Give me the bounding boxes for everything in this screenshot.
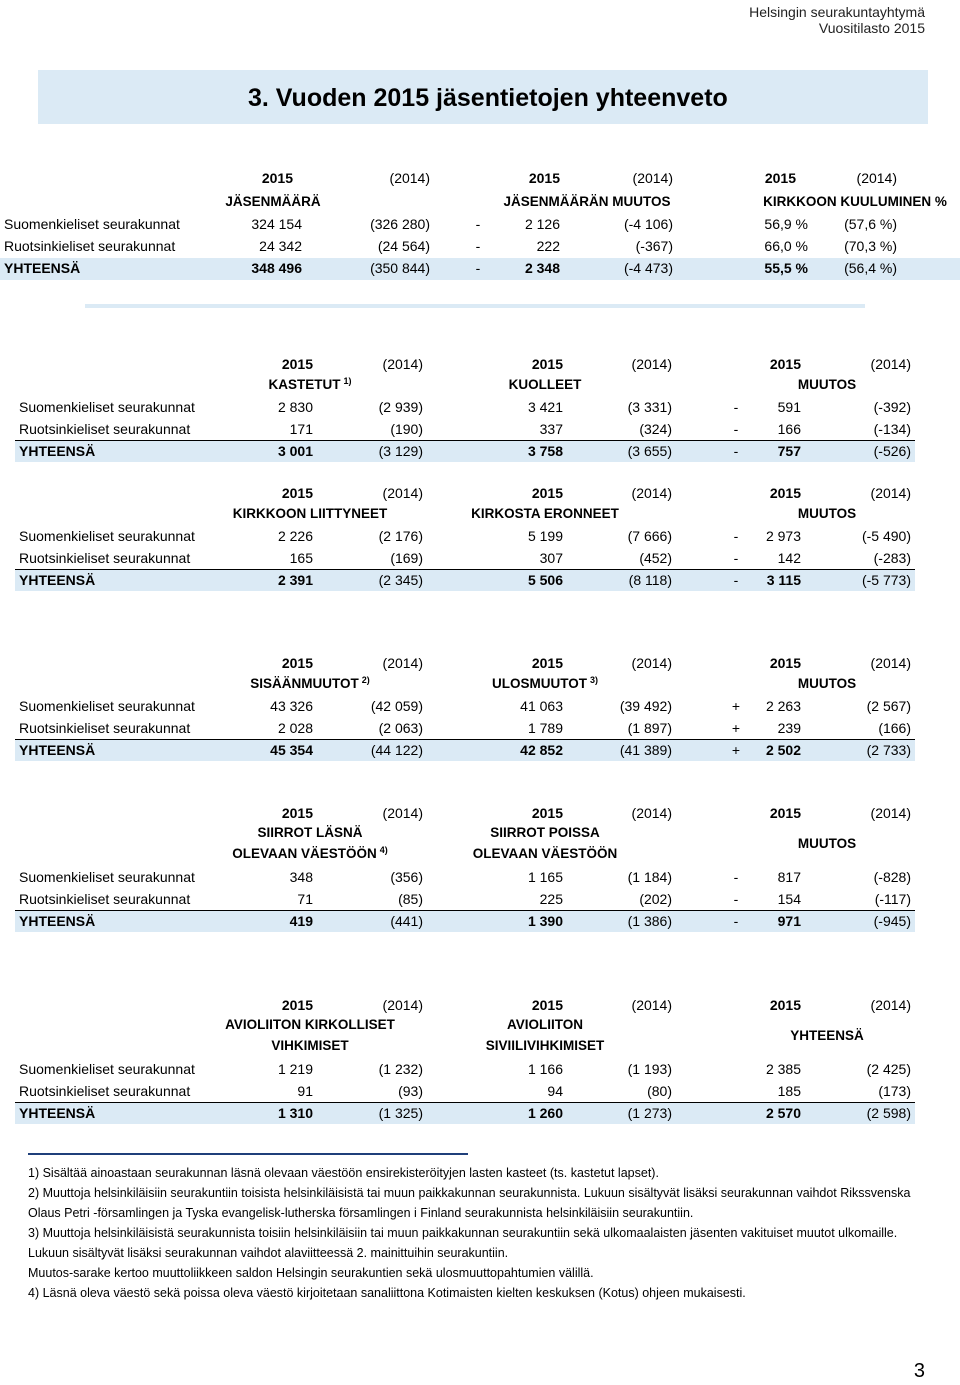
table-cell: 324 154 bbox=[251, 216, 302, 232]
year-header: (2014) bbox=[631, 485, 672, 501]
table-cell: - bbox=[733, 891, 739, 907]
year-header: (2014) bbox=[382, 655, 423, 671]
page-title: 3. Vuoden 2015 jäsentietojen yhteenveto bbox=[248, 84, 728, 112]
total-row-top-line bbox=[15, 440, 915, 441]
table-cell: 1 310 bbox=[277, 1105, 313, 1121]
table-cell: 971 bbox=[777, 913, 801, 929]
group-label: MUUTOS bbox=[797, 676, 857, 691]
table-cell: (326 280) bbox=[370, 216, 430, 232]
year-header: 2015 bbox=[281, 997, 313, 1013]
year-header: 2015 bbox=[531, 805, 563, 821]
year-header: 2015 bbox=[531, 997, 563, 1013]
table-cell: (2 345) bbox=[378, 572, 423, 588]
year-header: (2014) bbox=[870, 655, 911, 671]
table-cell: (173) bbox=[878, 1083, 911, 1099]
table-cell: 1 260 bbox=[527, 1105, 563, 1121]
year-header: (2014) bbox=[870, 485, 911, 501]
table-cell: 154 bbox=[777, 891, 801, 907]
table-cell: 307 bbox=[539, 550, 563, 566]
footnote-3b: Muutos-sarake kertoo muuttoliikkeen saldon Helsingin seurakuntien sekä ulosmuuttopahtumien välillä. bbox=[28, 1266, 594, 1280]
year-header: (2014) bbox=[856, 170, 897, 186]
table-cell: 419 bbox=[289, 913, 313, 929]
table-cell: (1 386) bbox=[627, 913, 672, 929]
year-header: 2015 bbox=[531, 655, 563, 671]
table-cell: (-283) bbox=[873, 550, 911, 566]
year-header: (2014) bbox=[631, 655, 672, 671]
group-header bbox=[395, 506, 695, 521]
table-cell: 94 bbox=[547, 1083, 563, 1099]
row-label: Ruotsinkieliset seurakunnat bbox=[19, 720, 191, 736]
table-cell: 43 326 bbox=[270, 698, 313, 714]
year-header: 2015 bbox=[528, 170, 560, 186]
row-label: Suomenkieliset seurakunnat bbox=[4, 216, 180, 232]
group-header-line1: AVIOLIITON bbox=[506, 1017, 583, 1032]
table-cell: 1 789 bbox=[527, 720, 563, 736]
group-label: KIRKOSTA ERONNEET bbox=[471, 506, 619, 521]
year-header: (2014) bbox=[382, 356, 423, 372]
year-header: 2015 bbox=[281, 805, 313, 821]
footnote-1: 1) Sisältää ainoastaan seurakunnan läsnä olevaan väestöön ensirekisteröityjen lasten kasteet (ts. kastetut lapset). bbox=[28, 1166, 659, 1180]
table-cell: (2 598) bbox=[866, 1105, 911, 1121]
table-cell: 757 bbox=[777, 443, 801, 459]
table-cell: 3 421 bbox=[527, 399, 563, 415]
year-header: (2014) bbox=[382, 485, 423, 501]
group-header bbox=[677, 377, 960, 392]
row-label: YHTEENSÄ bbox=[4, 260, 81, 276]
table-cell: (70,3 %) bbox=[844, 238, 897, 254]
table-cell: 1 166 bbox=[527, 1061, 563, 1077]
year-header: (2014) bbox=[631, 356, 672, 372]
table-cell: (93) bbox=[398, 1083, 423, 1099]
table-cell: (350 844) bbox=[370, 260, 430, 276]
table-cell: 348 496 bbox=[251, 260, 302, 276]
group-label: KASTETUT bbox=[268, 377, 341, 392]
table-cell: 2 973 bbox=[765, 528, 801, 544]
table-cell: (57,6 %) bbox=[844, 216, 897, 232]
year-header: (2014) bbox=[870, 805, 911, 821]
group-label: MUUTOS bbox=[797, 377, 857, 392]
table-cell: 3 001 bbox=[277, 443, 313, 459]
total-row-top-line bbox=[15, 739, 915, 740]
group-header-line1: SIIRROT LÄSNÄ bbox=[257, 825, 363, 840]
year-header: 2015 bbox=[531, 356, 563, 372]
group-label: ULOSMUUTOT bbox=[491, 676, 587, 691]
table-cell: 239 bbox=[777, 720, 801, 736]
table-cell: (1 273) bbox=[627, 1105, 672, 1121]
group-label: OLEVAAN VÄESTÖÖN bbox=[232, 846, 377, 861]
table-cell: (42 059) bbox=[370, 698, 423, 714]
row-label: Ruotsinkieliset seurakunnat bbox=[19, 891, 191, 907]
year-header: 2015 bbox=[769, 356, 801, 372]
group-label: KUOLLEET bbox=[508, 377, 582, 392]
year-header: (2014) bbox=[382, 997, 423, 1013]
table-cell: - bbox=[733, 443, 739, 459]
table-cell: 24 342 bbox=[259, 238, 302, 254]
group-label: MUUTOS bbox=[797, 506, 857, 521]
page-number: 3 bbox=[913, 1360, 925, 1382]
table-cell: (41 389) bbox=[619, 742, 672, 758]
table-cell: (-117) bbox=[874, 891, 911, 907]
year-header: (2014) bbox=[382, 805, 423, 821]
table-cell: - bbox=[733, 550, 739, 566]
table-cell: (-5 773) bbox=[861, 572, 911, 588]
year-header: 2015 bbox=[261, 170, 293, 186]
table-cell: (190) bbox=[390, 421, 423, 437]
table-cell: 41 063 bbox=[520, 698, 563, 714]
table-cell: 1 165 bbox=[527, 869, 563, 885]
group-label: SISÄÄNMUUTOT bbox=[250, 676, 359, 691]
row-label: Suomenkieliset seurakunnat bbox=[19, 869, 195, 885]
header-org: Helsingin seurakuntayhtymä bbox=[749, 4, 925, 20]
group-header: JÄSENMÄÄRÄN MUUTOS bbox=[503, 194, 671, 209]
table-cell: (202) bbox=[639, 891, 672, 907]
row-label: YHTEENSÄ bbox=[19, 1105, 96, 1121]
group-header-line1: SIIRROT POISSA bbox=[490, 825, 600, 840]
row-label: Ruotsinkieliset seurakunnat bbox=[4, 238, 176, 254]
table-cell: (7 666) bbox=[627, 528, 672, 544]
table-cell: 142 bbox=[777, 550, 801, 566]
year-header: 2015 bbox=[769, 805, 801, 821]
footnote-ref: 1) bbox=[343, 376, 352, 386]
table-cell: (166) bbox=[878, 720, 911, 736]
footnote-separator bbox=[28, 1153, 468, 1155]
table-cell: (3 655) bbox=[627, 443, 672, 459]
table-cell: 3 115 bbox=[766, 572, 801, 588]
table-cell: (-392) bbox=[873, 399, 911, 415]
table-cell: (-134) bbox=[873, 421, 911, 437]
row-label: Ruotsinkieliset seurakunnat bbox=[19, 550, 191, 566]
table-cell: + bbox=[731, 720, 741, 736]
table-cell: (1 193) bbox=[627, 1061, 672, 1077]
table-cell: 2 391 bbox=[277, 572, 313, 588]
row-label: Ruotsinkieliset seurakunnat bbox=[19, 1083, 191, 1099]
year-header: 2015 bbox=[769, 485, 801, 501]
table-cell: 337 bbox=[539, 421, 563, 437]
row-label: YHTEENSÄ bbox=[19, 913, 96, 929]
table-cell: (1 184) bbox=[627, 869, 672, 885]
year-header: 2015 bbox=[769, 997, 801, 1013]
table-cell: 222 bbox=[536, 238, 560, 254]
table-cell: (-945) bbox=[873, 913, 911, 929]
table-cell: 591 bbox=[777, 399, 801, 415]
group-header: JÄSENMÄÄRÄ bbox=[225, 194, 321, 209]
table-cell: - bbox=[733, 869, 739, 885]
row-label: YHTEENSÄ bbox=[19, 572, 96, 588]
year-header: 2015 bbox=[281, 655, 313, 671]
year-header: (2014) bbox=[631, 805, 672, 821]
table-cell: (1 325) bbox=[378, 1105, 423, 1121]
group-label: OLEVAAN VÄESTÖÖN bbox=[472, 846, 618, 861]
table-cell: 2 348 bbox=[524, 260, 560, 276]
group-label: SIVIILIVIHKIMISET bbox=[485, 1038, 605, 1053]
table-cell: - bbox=[733, 528, 739, 544]
table-cell: (3 129) bbox=[378, 443, 423, 459]
table-cell: (1 897) bbox=[627, 720, 672, 736]
year-header: (2014) bbox=[389, 170, 430, 186]
table-cell: (-4 473) bbox=[623, 260, 673, 276]
table-cell: 225 bbox=[539, 891, 563, 907]
group-header bbox=[395, 377, 695, 392]
total-row-top-line bbox=[15, 910, 915, 911]
table-cell: 2 570 bbox=[765, 1105, 801, 1121]
row-label: YHTEENSÄ bbox=[19, 443, 96, 459]
total-row-top-line bbox=[15, 1102, 915, 1103]
row-label: YHTEENSÄ bbox=[19, 742, 96, 758]
table-cell: 2 502 bbox=[765, 742, 801, 758]
table-cell: - bbox=[733, 399, 739, 415]
table-cell: (169) bbox=[390, 550, 423, 566]
table-cell: 2 126 bbox=[524, 216, 560, 232]
group-header-line1: AVIOLIITON KIRKOLLISET bbox=[225, 1017, 395, 1032]
year-header: (2014) bbox=[870, 997, 911, 1013]
table-cell: (80) bbox=[647, 1083, 672, 1099]
table-cell: (2 425) bbox=[866, 1061, 911, 1077]
table-cell: 185 bbox=[777, 1083, 801, 1099]
header-doc: Vuositilasto 2015 bbox=[818, 20, 925, 36]
table-cell: 2 385 bbox=[765, 1061, 801, 1077]
group-header bbox=[395, 676, 695, 691]
group-header bbox=[677, 506, 960, 521]
table-cell: (2 733) bbox=[866, 742, 911, 758]
footnote-4: 4) Läsnä oleva väestö sekä poissa oleva väestö kirjoitetaan sanaliittona Kotimaisten kielten keskuksen (Kotus) ohjeen mukaisesti. bbox=[28, 1286, 746, 1300]
table-cell: 56,9 % bbox=[764, 216, 808, 232]
table-cell: 348 bbox=[289, 869, 313, 885]
table-cell: 166 bbox=[777, 421, 801, 437]
table-cell: (85) bbox=[398, 891, 423, 907]
table-cell: (56,4 %) bbox=[844, 260, 897, 276]
table-cell: 2 028 bbox=[277, 720, 313, 736]
table-cell: - bbox=[475, 238, 481, 254]
row-label: Suomenkieliset seurakunnat bbox=[19, 528, 195, 544]
table-cell: 2 830 bbox=[277, 399, 313, 415]
group-header: YHTEENSÄ bbox=[790, 1028, 864, 1043]
table-cell: 42 852 bbox=[520, 742, 563, 758]
table-cell: - bbox=[475, 216, 481, 232]
table-cell: - bbox=[733, 421, 739, 437]
year-header: 2015 bbox=[531, 485, 563, 501]
table-cell: (2 176) bbox=[378, 528, 423, 544]
group-label: VIHKIMISET bbox=[271, 1038, 349, 1053]
table-cell: 171 bbox=[289, 421, 313, 437]
year-header: 2015 bbox=[764, 170, 796, 186]
running-header bbox=[749, 4, 925, 36]
table-cell: + bbox=[731, 742, 741, 758]
table-cell: 71 bbox=[297, 891, 313, 907]
table-cell: - bbox=[733, 913, 739, 929]
table-cell: (452) bbox=[639, 550, 672, 566]
group-header: KIRKKOON KUULUMINEN % bbox=[763, 194, 947, 209]
year-header: 2015 bbox=[281, 485, 313, 501]
year-header: (2014) bbox=[632, 170, 673, 186]
row-label: Ruotsinkieliset seurakunnat bbox=[19, 421, 191, 437]
group-header bbox=[677, 676, 960, 691]
table-cell: 165 bbox=[289, 550, 313, 566]
group-label: KIRKKOON LIITTYNEET bbox=[232, 506, 388, 521]
table-cell: - bbox=[475, 260, 481, 276]
table-cell: (24 564) bbox=[377, 238, 430, 254]
group-header-line2 bbox=[395, 846, 695, 861]
table-cell: (-4 106) bbox=[623, 216, 673, 232]
year-header: (2014) bbox=[870, 356, 911, 372]
table-cell: (2 063) bbox=[378, 720, 423, 736]
table-cell: (-5 490) bbox=[861, 528, 911, 544]
table-cell: (-526) bbox=[873, 443, 911, 459]
table-cell: 45 354 bbox=[270, 742, 313, 758]
group-header: MUUTOS bbox=[797, 836, 857, 851]
table-cell: (1 232) bbox=[378, 1061, 423, 1077]
table-cell: 817 bbox=[777, 869, 801, 885]
group-header-line2 bbox=[395, 1038, 695, 1053]
table-cell: (3 331) bbox=[627, 399, 672, 415]
table-cell: 3 758 bbox=[527, 443, 563, 459]
table-cell: (8 118) bbox=[628, 572, 672, 588]
table-cell: (441) bbox=[390, 913, 423, 929]
row-label: Suomenkieliset seurakunnat bbox=[19, 1061, 195, 1077]
footnote-ref: 2) bbox=[361, 675, 370, 685]
table-cell: 5 199 bbox=[527, 528, 563, 544]
footnote-2: 2) Muuttoja helsinkiläisiin seurakuntiin toisista helsinkiläisistä tai muun paikkakunnan seurakunnista. Lukuun sisältyvät lisäksi seurakunnan vaihdot Rikssvenska Olaus Petri -församlingen ja Tyska evangelisk-lutherska församlingen i Finland seurakunnista helsinkiläisiin seurakuntiin. bbox=[28, 1186, 911, 1220]
table-cell: (356) bbox=[390, 869, 423, 885]
year-header: 2015 bbox=[281, 356, 313, 372]
footnote-3: 3) Muuttoja helsinkiläisistä seurakunnista toisiin helsinkiläisiin tai muun paikkakunnan seurakuntiin sekä ulkomaalaisten jäsenten vakituiset muutot ulkomaille. Lukuun sisältyvät lisäksi seurakunnan vaihdot alaviitteessä 2. mainittuihin seurakuntiin. bbox=[28, 1226, 898, 1260]
table-cell: 55,5 % bbox=[764, 260, 808, 276]
year-header: 2015 bbox=[769, 655, 801, 671]
table-cell: 1 219 bbox=[277, 1061, 313, 1077]
table-cell: (324) bbox=[639, 421, 672, 437]
footnotes bbox=[28, 1163, 928, 1303]
total-row-top-line bbox=[15, 569, 915, 570]
table-cell: 91 bbox=[297, 1083, 313, 1099]
table-cell: (-828) bbox=[873, 869, 911, 885]
table-cell: (-367) bbox=[635, 238, 673, 254]
table-cell: (2 567) bbox=[866, 698, 911, 714]
row-label: Suomenkieliset seurakunnat bbox=[19, 399, 195, 415]
table-cell: 5 506 bbox=[527, 572, 563, 588]
table-cell: (44 122) bbox=[370, 742, 423, 758]
table-cell: 2 263 bbox=[765, 698, 801, 714]
table-cell: (2 939) bbox=[378, 399, 423, 415]
year-header: (2014) bbox=[631, 997, 672, 1013]
footnote-ref: 3) bbox=[589, 675, 598, 685]
table-cell: (39 492) bbox=[619, 698, 672, 714]
row-label: Suomenkieliset seurakunnat bbox=[19, 698, 195, 714]
table-cell: 2 226 bbox=[277, 528, 313, 544]
table-cell: 66,0 % bbox=[764, 238, 808, 254]
table-cell: + bbox=[731, 698, 741, 714]
footnote-ref: 4) bbox=[379, 845, 388, 855]
table-cell: 1 390 bbox=[527, 913, 563, 929]
table-cell: - bbox=[733, 572, 739, 588]
decorative-rule bbox=[85, 304, 865, 308]
